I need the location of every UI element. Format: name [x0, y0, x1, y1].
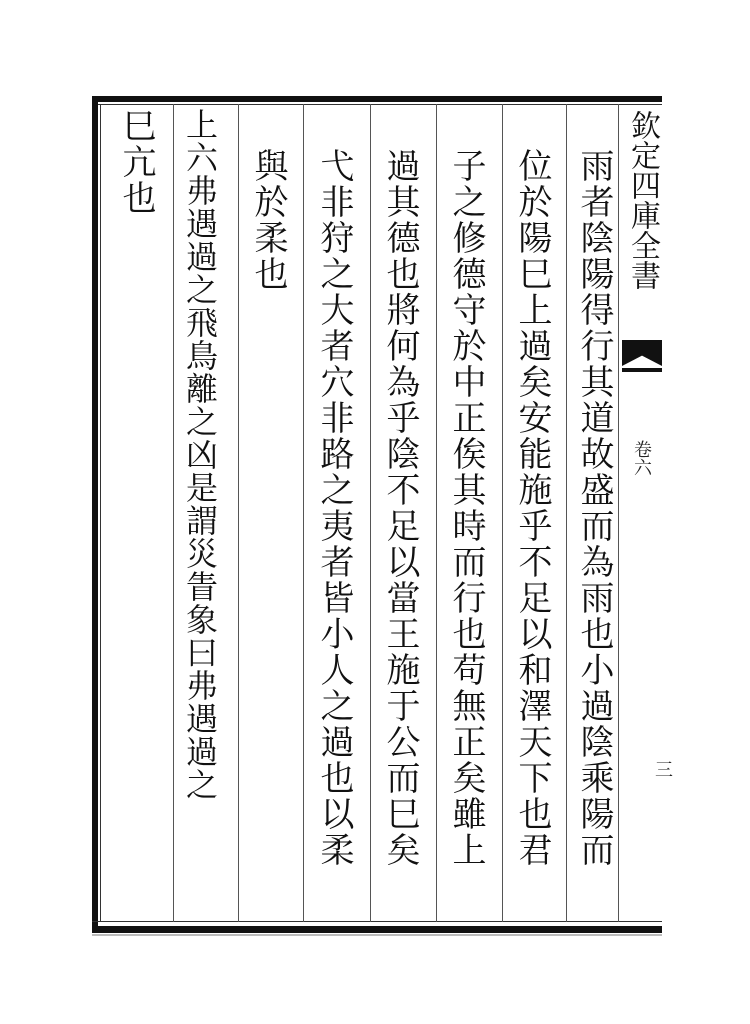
- bottom-border-inner: [92, 921, 662, 922]
- fishtail-mark: [622, 340, 662, 366]
- text-column-6: 與於柔也: [248, 148, 288, 292]
- fishtail-rule: [622, 368, 662, 372]
- text-column-3: 子之修德守於中正俟其時而行也苟無正矣雖上: [446, 148, 486, 868]
- column-divider: [303, 104, 304, 922]
- column-divider: [436, 104, 437, 922]
- left-border-inner: [100, 104, 101, 922]
- page-number: 三: [652, 760, 673, 778]
- text-column-7: 上六弗遇過之飛鳥離之凶是謂災眚象曰弗遇過之: [181, 108, 219, 801]
- text-column-2: 位於陽巳上過矣安能施乎不足以和澤天下也君: [512, 148, 552, 868]
- column-divider: [370, 104, 371, 922]
- bottom-edge: [92, 934, 662, 936]
- collection-title: 欽定四庫全書: [625, 110, 660, 290]
- column-divider: [618, 104, 619, 922]
- top-border: [92, 96, 662, 102]
- text-column-8: 巳亢也: [116, 108, 156, 216]
- top-border-inner: [92, 104, 662, 105]
- text-column-4: 過其德也將何為乎陰不足以當王施于公而巳矣: [380, 148, 420, 868]
- text-column-5: 弋非狩之大者穴非路之夷者皆小人之過也以柔: [314, 148, 354, 868]
- left-border: [92, 96, 98, 933]
- column-divider: [238, 104, 239, 922]
- column-divider: [566, 104, 567, 922]
- volume-label: 卷六: [631, 440, 652, 476]
- bottom-border: [92, 926, 662, 933]
- column-divider: [502, 104, 503, 922]
- text-column-1: 雨者陰陽得行其道故盛而為雨也小過陰乘陽而: [574, 148, 614, 868]
- column-divider: [173, 104, 174, 922]
